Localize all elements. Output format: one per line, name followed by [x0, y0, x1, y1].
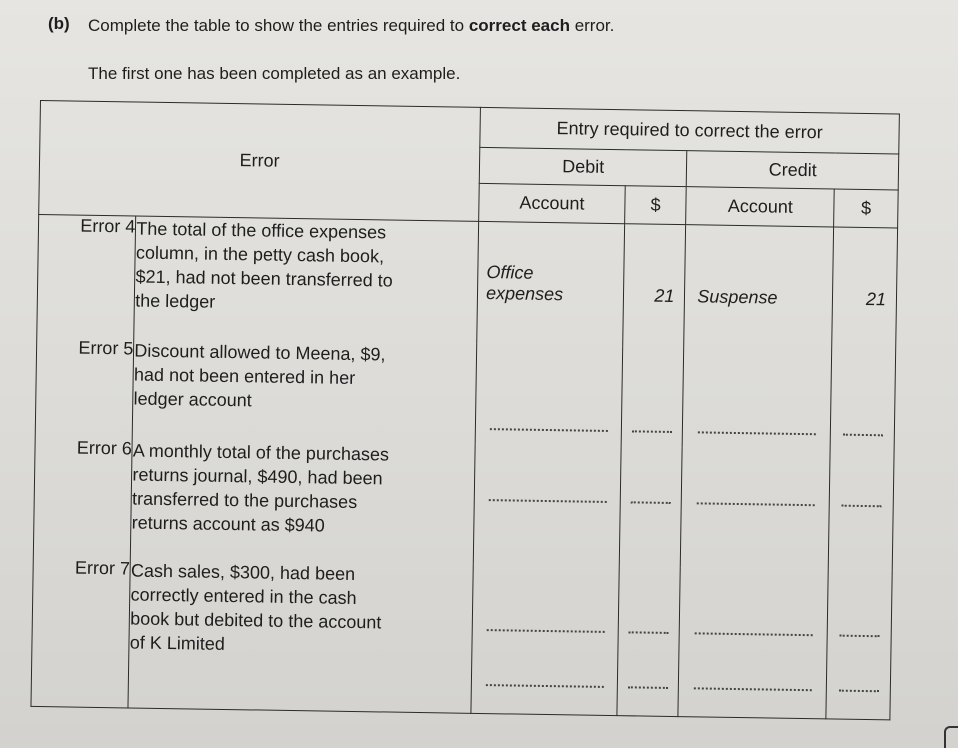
credit-amount-answer[interactable] — [826, 569, 892, 720]
error-label: Error 6 — [33, 436, 132, 558]
debit-amount-answer[interactable] — [617, 566, 681, 717]
error-description: Discount allowed to Meena, $9, had not been entered in her ledger account — [133, 338, 477, 443]
entry-header: Entry required to correct the error — [556, 118, 823, 143]
table-row — [37, 214, 898, 349]
debit-account-answer[interactable] — [473, 443, 621, 565]
question-instruction: Complete the table to show the entries required to correct each error. — [88, 16, 615, 35]
table-row — [31, 556, 892, 719]
credit-header: Credit — [768, 159, 817, 181]
page-corner-mark — [944, 726, 958, 748]
credit-account-cell: Suspense — [684, 225, 834, 349]
debit-amount-cell: 21 — [623, 224, 686, 347]
entry-header-cell — [480, 107, 900, 154]
error-label: Error 5 — [35, 336, 134, 438]
error-label: Error 7 — [31, 556, 131, 708]
debit-amount-answer[interactable] — [619, 446, 682, 567]
debit-account-header: Account — [479, 183, 626, 223]
debit-amount-answer[interactable] — [621, 346, 684, 447]
debit-dollar-header: $ — [625, 186, 687, 225]
error-header: Error — [239, 150, 280, 171]
credit-account-answer[interactable] — [683, 347, 833, 449]
credit-dollar-header: $ — [834, 189, 898, 228]
credit-account-header: Account — [686, 187, 835, 227]
error-description: The total of the office expenses column, in the petty cash book, $21, had not been transferred to the ledger — [134, 216, 479, 343]
question-part-label: (b) — [48, 14, 70, 33]
table-row — [35, 336, 895, 449]
error-header-cell — [39, 101, 481, 222]
credit-amount-answer[interactable] — [829, 449, 894, 570]
debit-account-answer[interactable] — [471, 563, 619, 715]
error-description: Cash sales, $300, had been correctly entered in the cash book but debited to the account of K Limited — [128, 558, 473, 713]
credit-header-cell — [687, 151, 899, 190]
credit-account-answer[interactable] — [681, 447, 831, 569]
error-label: Error 4 — [37, 214, 136, 338]
debit-account-answer[interactable] — [475, 343, 623, 445]
error-description: A monthly total of the purchases returns journal, $490, had been transferred to the purchases returns account as $940 — [131, 438, 476, 563]
credit-account-answer[interactable] — [678, 567, 828, 719]
error-correction-table — [30, 100, 899, 720]
credit-amount-answer[interactable] — [831, 349, 896, 450]
debit-account-cell: Office expenses — [477, 221, 625, 345]
debit-header-cell — [479, 147, 687, 186]
question-subtext: The first one has been completed as an example. — [88, 64, 461, 83]
credit-amount-cell: 21 — [832, 227, 897, 350]
table-row — [33, 436, 894, 569]
debit-header: Debit — [562, 156, 605, 177]
